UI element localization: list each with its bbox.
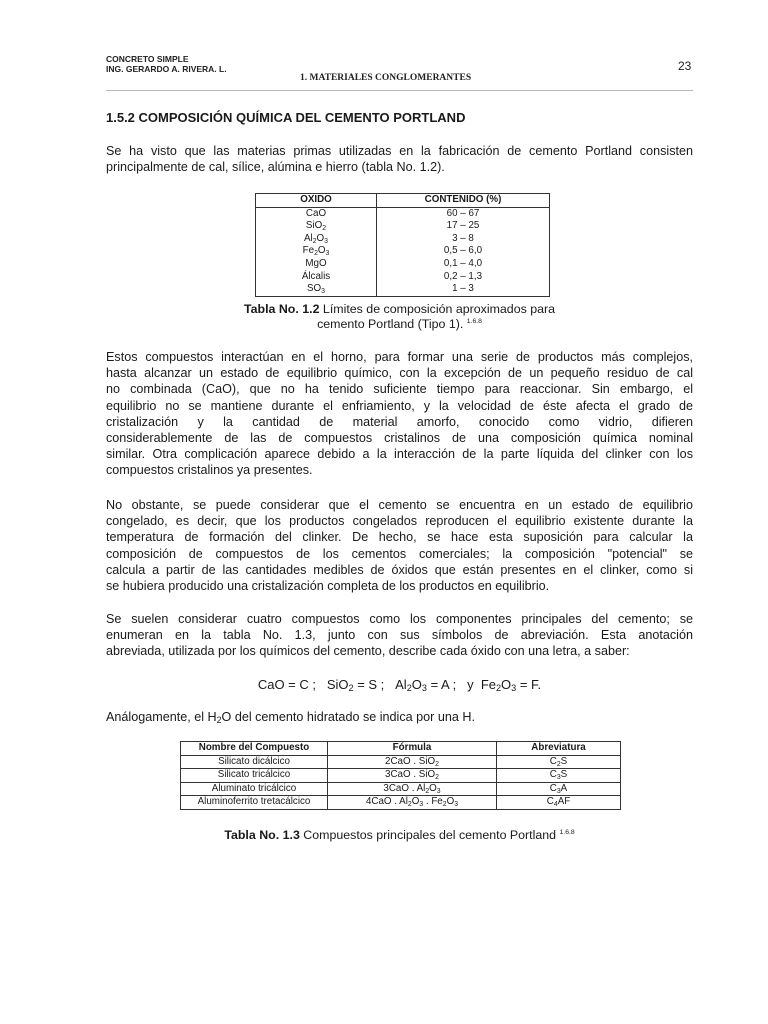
table-row bbox=[181, 769, 621, 783]
content-cell: 17 – 25 bbox=[446, 220, 480, 232]
header-course: CONCRETO SIMPLE bbox=[106, 54, 189, 64]
table-row bbox=[256, 258, 550, 271]
paragraph-line: Estos compuestos interactúan en el horno, para formar una serie de productos más complejos, bbox=[106, 350, 693, 364]
paragraph-line: equilibrio no se mantiene durante el enfriamiento, y la velocidad de éste afecta el grado de bbox=[106, 398, 693, 413]
table-row bbox=[256, 283, 550, 296]
oxide-notation-equation bbox=[106, 677, 693, 692]
table-1-2-caption bbox=[106, 302, 693, 332]
equation-term: CaO = C ; bbox=[257, 677, 316, 692]
abbreviation-cell: $C_2S$ bbox=[497, 755, 621, 769]
page-number: 23 bbox=[678, 59, 692, 73]
formula-cell: 4CaO . $Al_2O_3$ . $Fe_2O_3$ bbox=[328, 796, 497, 810]
table-row bbox=[256, 233, 550, 246]
section-title: 1.5.2 COMPOSICIÓN QUÍMICA DEL CEMENTO PORTLAND bbox=[106, 110, 466, 125]
abbreviation-cell: $C_3A$ bbox=[497, 782, 621, 796]
content-cell: 60 – 67 bbox=[446, 207, 480, 219]
column-header-formula: Fórmula bbox=[328, 742, 497, 756]
oxide-cell: Álcalis bbox=[256, 271, 377, 284]
compound-name-cell: Aluminato tricálcico bbox=[181, 782, 328, 796]
column-header-abbreviation: Abreviatura bbox=[497, 742, 621, 756]
intro-line: Se ha visto que las materias primas utilizadas en la fabricación de cemento Portland consisten bbox=[106, 144, 693, 158]
equation-term: y bbox=[467, 677, 474, 692]
paragraph-line: similar. Otra complicación aparece debido a la interacción de la parte líquida del clinker con los bbox=[106, 447, 693, 462]
formula-cell: 3CaO . $Al_2O_3$ bbox=[328, 782, 497, 796]
content-cell: 1 – 3 bbox=[452, 283, 474, 295]
paragraph-line: congelado, es decir, que los productos congelados reproducen el equilibrio existente durante la bbox=[106, 514, 693, 529]
formula-cell: 3CaO . SiO$_2$ bbox=[328, 769, 497, 783]
table-row bbox=[181, 782, 621, 796]
column-header-oxide: OXIDO bbox=[256, 194, 377, 208]
paragraph-main-compounds bbox=[106, 611, 693, 660]
oxide-cell: MgO bbox=[256, 258, 377, 271]
table-row bbox=[181, 755, 621, 769]
header-chapter: 1. MATERIALES CONGLOMERANTES bbox=[300, 73, 472, 83]
paragraph-line: compuestos cristalinos ya presentes. bbox=[106, 463, 313, 478]
equation-term: $Al_2O_3 = A$ ; bbox=[395, 677, 457, 693]
paragraph-line: No obstante, se puede considerar que el cemento se encuentra en un estado de equilibrio bbox=[106, 498, 693, 512]
main-compounds-table bbox=[180, 741, 621, 810]
table-1-3-caption bbox=[106, 828, 693, 842]
caption-bold: Tabla No. 1.2 bbox=[243, 302, 320, 316]
paragraph-line: cristalización y la cantidad de material amorfo, conocido como vidrio, difieren bbox=[106, 414, 693, 429]
paragraph-kiln-reactions bbox=[106, 349, 693, 479]
intro-line: principalmente de cal, sílice, alúmina e hierro (tabla No. 1.2). bbox=[106, 160, 445, 175]
table-header-row bbox=[181, 742, 621, 756]
oxide-cell: $Al_2O_3$ bbox=[256, 233, 377, 246]
column-header-name: Nombre del Compuesto bbox=[181, 742, 328, 756]
paragraph-line: composición de compuestos de los cementos comerciales; la composición "potencial" se bbox=[106, 546, 693, 561]
oxide-cell: $Fe_2O_3$ bbox=[256, 245, 377, 258]
table-row bbox=[256, 207, 550, 220]
table-row bbox=[256, 271, 550, 284]
compound-name-cell: Aluminoferrito tretacálcico bbox=[181, 796, 328, 810]
column-header-content: CONTENIDO (%) bbox=[377, 194, 550, 208]
table-header-row bbox=[256, 194, 550, 208]
paragraph-frozen-equilibrium bbox=[106, 497, 693, 594]
caption-text: Límites de composición aproximados para bbox=[319, 302, 556, 316]
caption-bold: Tabla No. 1.3 bbox=[224, 828, 300, 842]
intro-paragraph bbox=[106, 143, 693, 175]
oxide-composition-table bbox=[255, 193, 550, 297]
paragraph-line: Se suelen considerar cuatro compuestos como los componentes principales del cemento; se bbox=[106, 612, 693, 626]
paragraph-line: temperatura de formación del clinker. De hecho, se hace esta suposición para calcular la bbox=[106, 530, 693, 545]
header-author: ING. GERARDO A. RIVERA. L. bbox=[106, 64, 227, 74]
compound-name-cell: Silicato tricálcico bbox=[181, 769, 328, 783]
caption-reference: 1.6.8 bbox=[559, 829, 575, 836]
table-row bbox=[256, 220, 550, 233]
content-cell: 0,2 – 1,3 bbox=[443, 270, 483, 282]
paragraph-line: enumeran en la tabla No. 1.3, junto con sus símbolos de abreviación. Esta anotación bbox=[106, 628, 693, 643]
h2o-notation-line: Análogamente, el $H_2O$ del cemento hidratado se indica por una H. bbox=[106, 710, 475, 725]
content-cell: 0,5 – 6,0 bbox=[443, 245, 483, 257]
paragraph-line: no combinada (CaO), que no ha tenido suficiente tiempo para reaccionar. Sin embargo, el bbox=[106, 382, 693, 397]
formula-cell: 2CaO . SiO$_2$ bbox=[328, 755, 497, 769]
paragraph-line: se hubiera producido una cristalización completa de los productos en equilibrio. bbox=[106, 579, 550, 594]
caption-text: cemento Portland (Tipo 1). bbox=[317, 317, 464, 331]
caption-text: Compuestos principales del cemento Portland bbox=[299, 828, 557, 842]
abbreviation-cell: $C_3S$ bbox=[497, 769, 621, 783]
abbreviation-cell: $C_4AF$ bbox=[497, 796, 621, 810]
content-cell: 0,1 – 4,0 bbox=[443, 257, 483, 269]
equation-term: SiO$_2$ = S ; bbox=[326, 677, 385, 693]
table-row bbox=[256, 245, 550, 258]
paragraph-line: calcula a partir de las cantidades medibles de óxidos que están presentes en el clinker, como si bbox=[106, 562, 693, 577]
table-row bbox=[181, 796, 621, 810]
oxide-cell: $SO_3$ bbox=[256, 283, 377, 296]
paragraph-line: considerablemente de las de compuestos cristalinos de una composición química nominal bbox=[106, 431, 693, 446]
paragraph-line: abreviada, utilizada por los químicos del cemento, describe cada óxido con una letra, a saber: bbox=[106, 644, 630, 659]
oxide-cell: SiO$_2$ bbox=[256, 220, 377, 233]
header-rule bbox=[106, 90, 693, 91]
caption-reference: 1.6.8 bbox=[466, 318, 482, 325]
oxide-cell: CaO bbox=[256, 207, 377, 220]
content-cell: 3 – 8 bbox=[452, 232, 474, 244]
equation-term: $Fe_2O_3 = F$. bbox=[480, 677, 542, 693]
paragraph-line: hasta alcanzar un estado de equilibrio químico, con la excepción de un pequeño residuo de cal bbox=[106, 366, 693, 381]
compound-name-cell: Silicato dicálcico bbox=[181, 755, 328, 769]
